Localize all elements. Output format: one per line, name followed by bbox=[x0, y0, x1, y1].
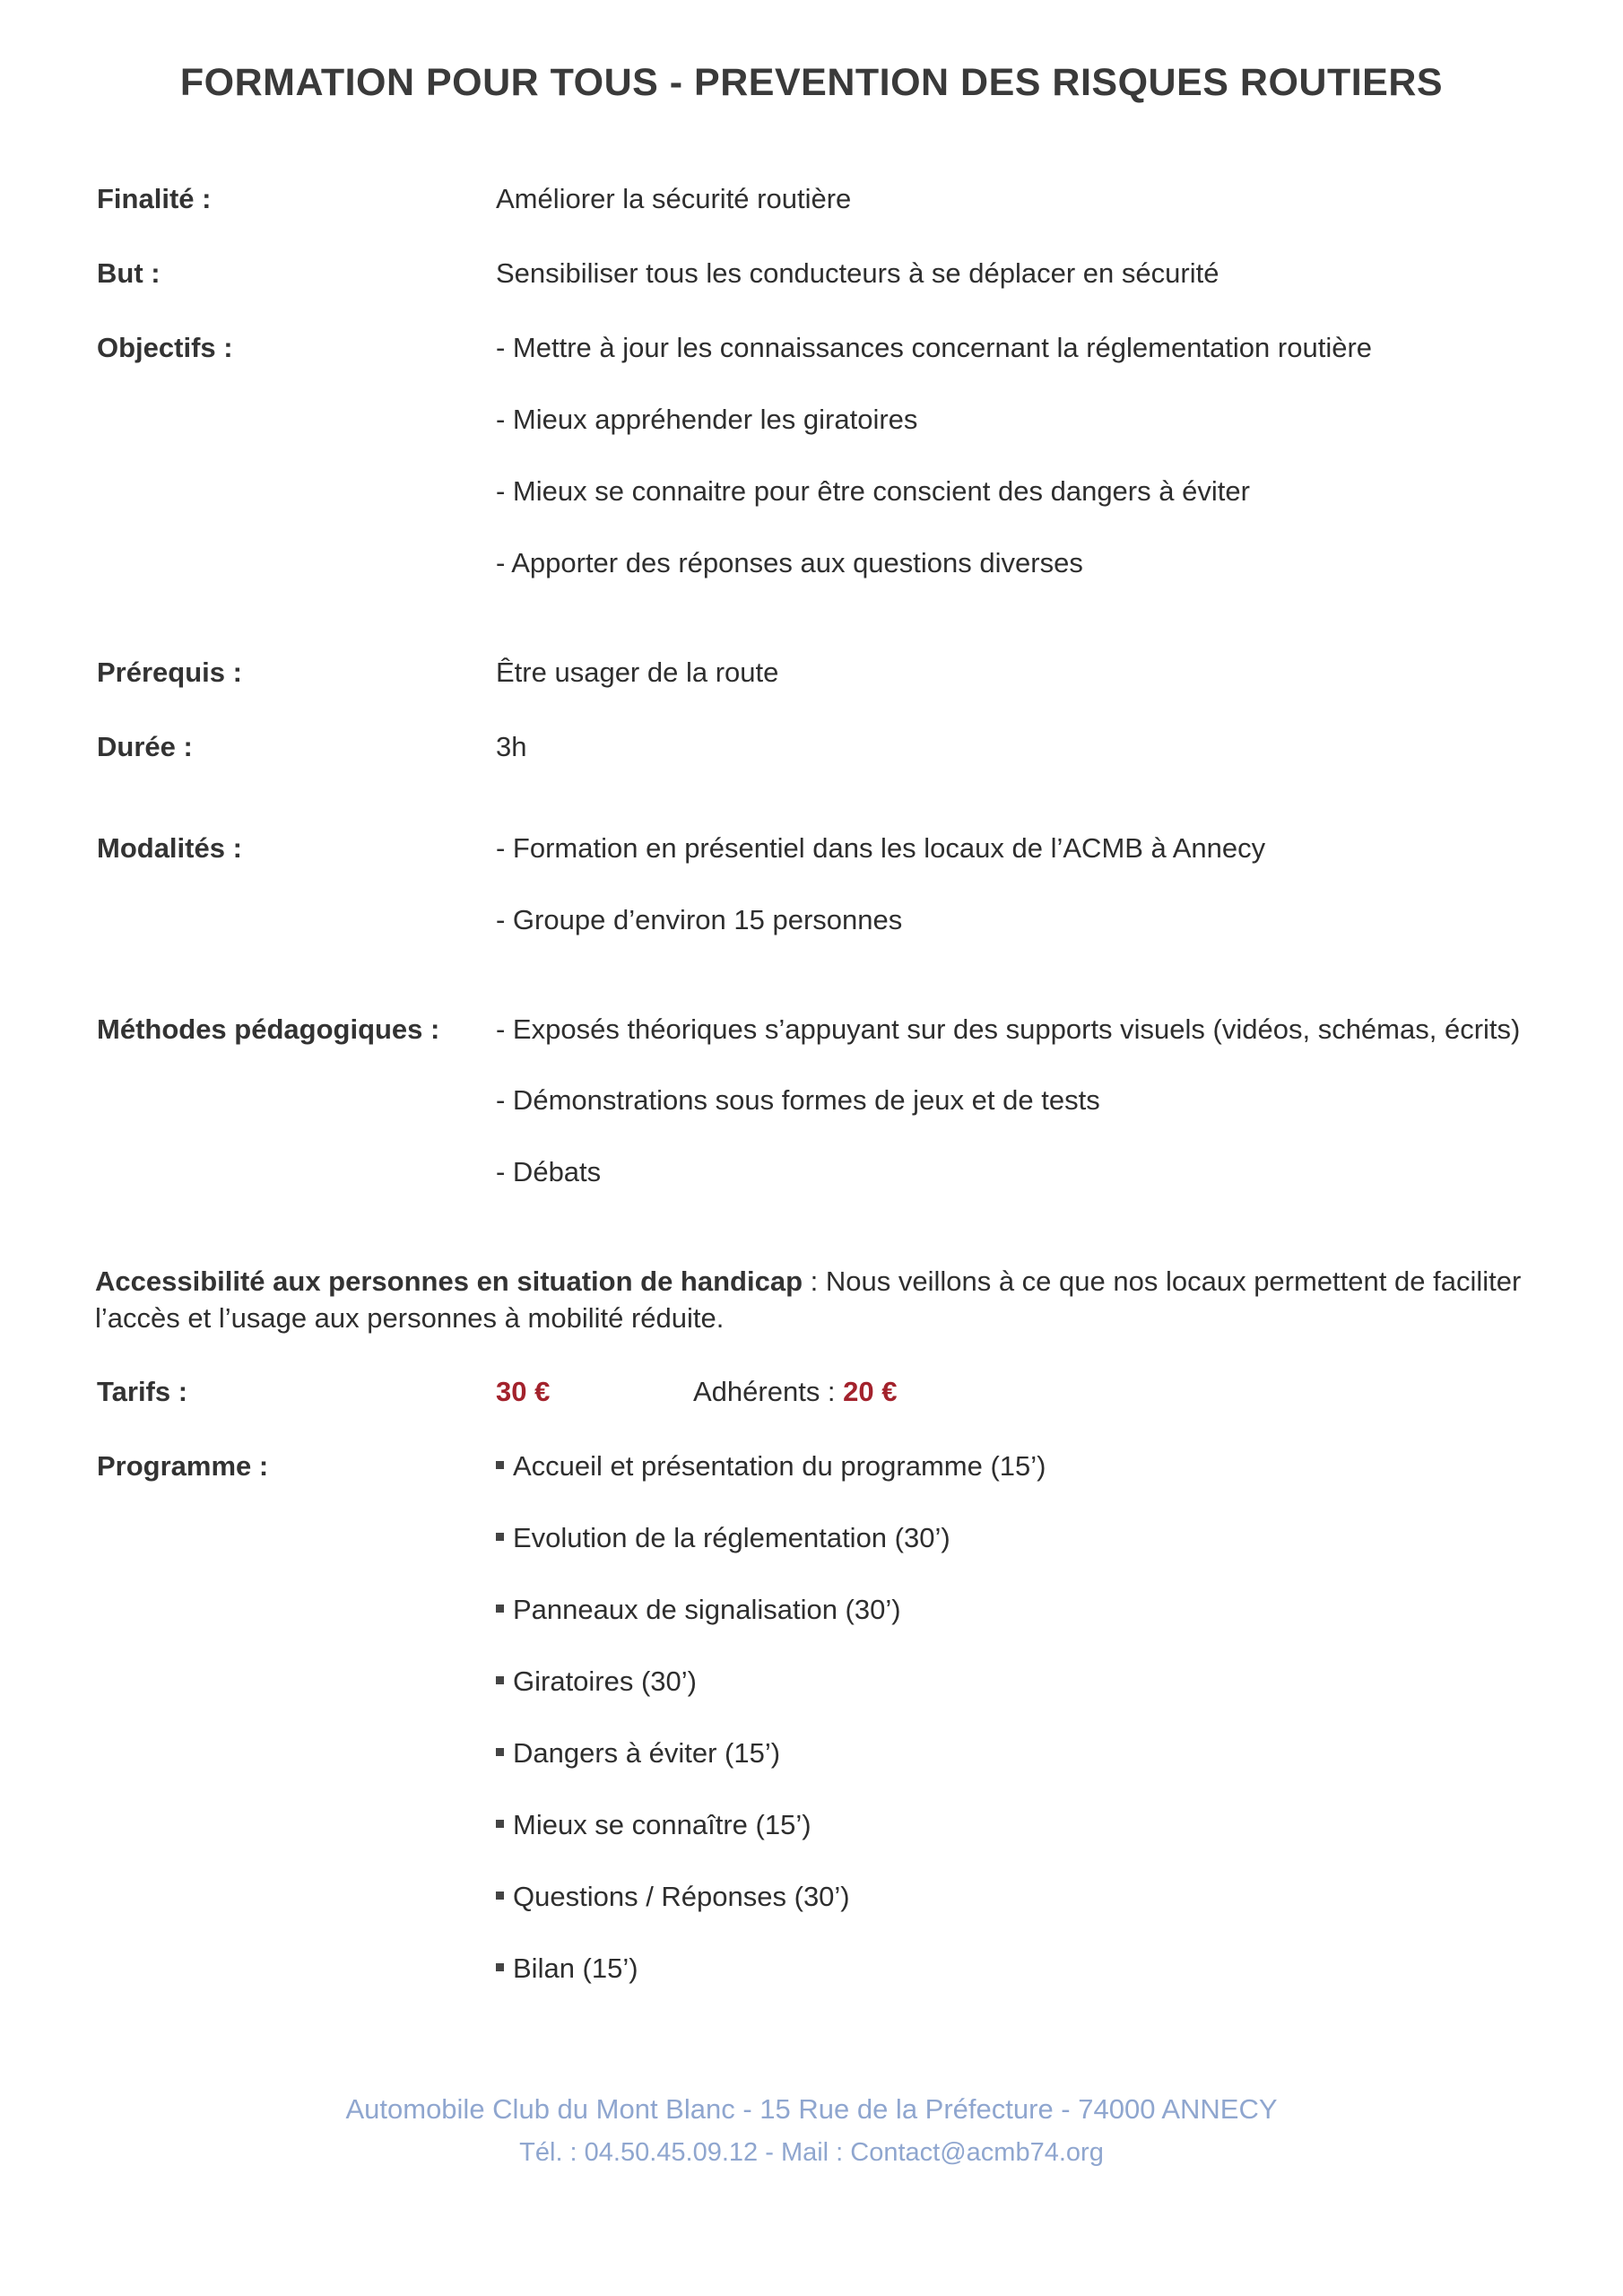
square-bullet-icon bbox=[496, 1676, 504, 1684]
programme-item-text: Panneaux de signalisation (30’) bbox=[513, 1594, 901, 1625]
programme-item bbox=[496, 1594, 901, 1626]
programme-item-text: Questions / Réponses (30’) bbox=[513, 1881, 850, 1912]
duree-label: Durée : bbox=[97, 731, 193, 762]
programme-item bbox=[496, 1881, 850, 1913]
objectif-item: - Mieux appréhender les giratoires bbox=[496, 404, 918, 435]
tarifs-label: Tarifs : bbox=[97, 1376, 188, 1407]
accessibilite-paragraph bbox=[95, 1263, 1548, 1336]
modalites-label: Modalités : bbox=[97, 832, 242, 864]
duree-value: 3h bbox=[496, 731, 527, 762]
objectifs-label: Objectifs : bbox=[97, 332, 233, 363]
programme-item bbox=[496, 1952, 638, 1985]
programme-item-text: Dangers à éviter (15’) bbox=[513, 1737, 781, 1769]
programme-item bbox=[496, 1809, 812, 1841]
prerequis-label: Prérequis : bbox=[97, 657, 242, 688]
programme-item-text: Accueil et présentation du programme (15’) bbox=[513, 1450, 1046, 1482]
programme-item bbox=[496, 1522, 950, 1554]
accessibilite-label: Accessibilité aux personnes en situation de handicap bbox=[95, 1265, 803, 1297]
programme-item bbox=[496, 1665, 697, 1698]
finalite-value: Améliorer la sécurité routière bbox=[496, 183, 852, 214]
but-value: Sensibiliser tous les conducteurs à se déplacer en sécurité bbox=[496, 257, 1219, 289]
methode-item: - Démonstrations sous formes de jeux et de tests bbox=[496, 1084, 1100, 1116]
footer-contact: Tél. : 04.50.45.09.12 - Mail : Contact@acmb74.org bbox=[519, 2138, 1104, 2167]
finalite-label: Finalité : bbox=[97, 183, 212, 214]
square-bullet-icon bbox=[496, 1963, 504, 1971]
objectif-item: - Mettre à jour les connaissances concernant la réglementation routière bbox=[496, 332, 1373, 363]
modalite-item: - Formation en présentiel dans les locaux de l’ACMB à Annecy bbox=[496, 832, 1266, 864]
square-bullet-icon bbox=[496, 1892, 504, 1900]
objectif-item: - Mieux se connaitre pour être conscient des dangers à éviter bbox=[496, 475, 1250, 507]
programme-item-text: Giratoires (30’) bbox=[513, 1665, 697, 1697]
tarif-members bbox=[693, 1376, 898, 1408]
document-title: FORMATION POUR TOUS - PREVENTION DES RISQUES ROUTIERS bbox=[179, 61, 1444, 104]
programme-label: Programme : bbox=[97, 1450, 269, 1482]
methode-item: - Exposés théoriques s’appuyant sur des supports visuels (vidéos, schémas, écrits) bbox=[496, 1013, 1521, 1045]
square-bullet-icon bbox=[496, 1461, 504, 1469]
methode-item: - Débats bbox=[496, 1156, 602, 1187]
tarif-members-label: Adhérents : bbox=[693, 1376, 844, 1407]
square-bullet-icon bbox=[496, 1820, 504, 1828]
prerequis-value: Être usager de la route bbox=[496, 657, 779, 688]
programme-item bbox=[496, 1450, 1046, 1483]
programme-item-text: Evolution de la réglementation (30’) bbox=[513, 1522, 950, 1553]
programme-item bbox=[496, 1737, 780, 1770]
tarif-price: 30 € bbox=[496, 1376, 551, 1407]
modalite-item: - Groupe d’environ 15 personnes bbox=[496, 904, 903, 935]
but-label: But : bbox=[97, 257, 161, 289]
square-bullet-icon bbox=[496, 1605, 504, 1613]
methodes-label: Méthodes pédagogiques : bbox=[97, 1013, 440, 1045]
square-bullet-icon bbox=[496, 1748, 504, 1756]
square-bullet-icon bbox=[496, 1533, 504, 1541]
programme-item-text: Bilan (15’) bbox=[513, 1952, 638, 1984]
programme-item-text: Mieux se connaître (15’) bbox=[513, 1809, 812, 1840]
accessibilite-text: : Nous veillons à ce que nos locaux permettent de faciliter l’accès et l’usage aux personnes à mobilité réduite. bbox=[95, 1265, 1522, 1334]
objectif-item: - Apporter des réponses aux questions diverses bbox=[496, 547, 1083, 578]
tarif-members-price: 20 € bbox=[843, 1376, 898, 1407]
footer-address: Automobile Club du Mont Blanc - 15 Rue de la Préfecture - 74000 ANNECY bbox=[345, 2093, 1278, 2125]
